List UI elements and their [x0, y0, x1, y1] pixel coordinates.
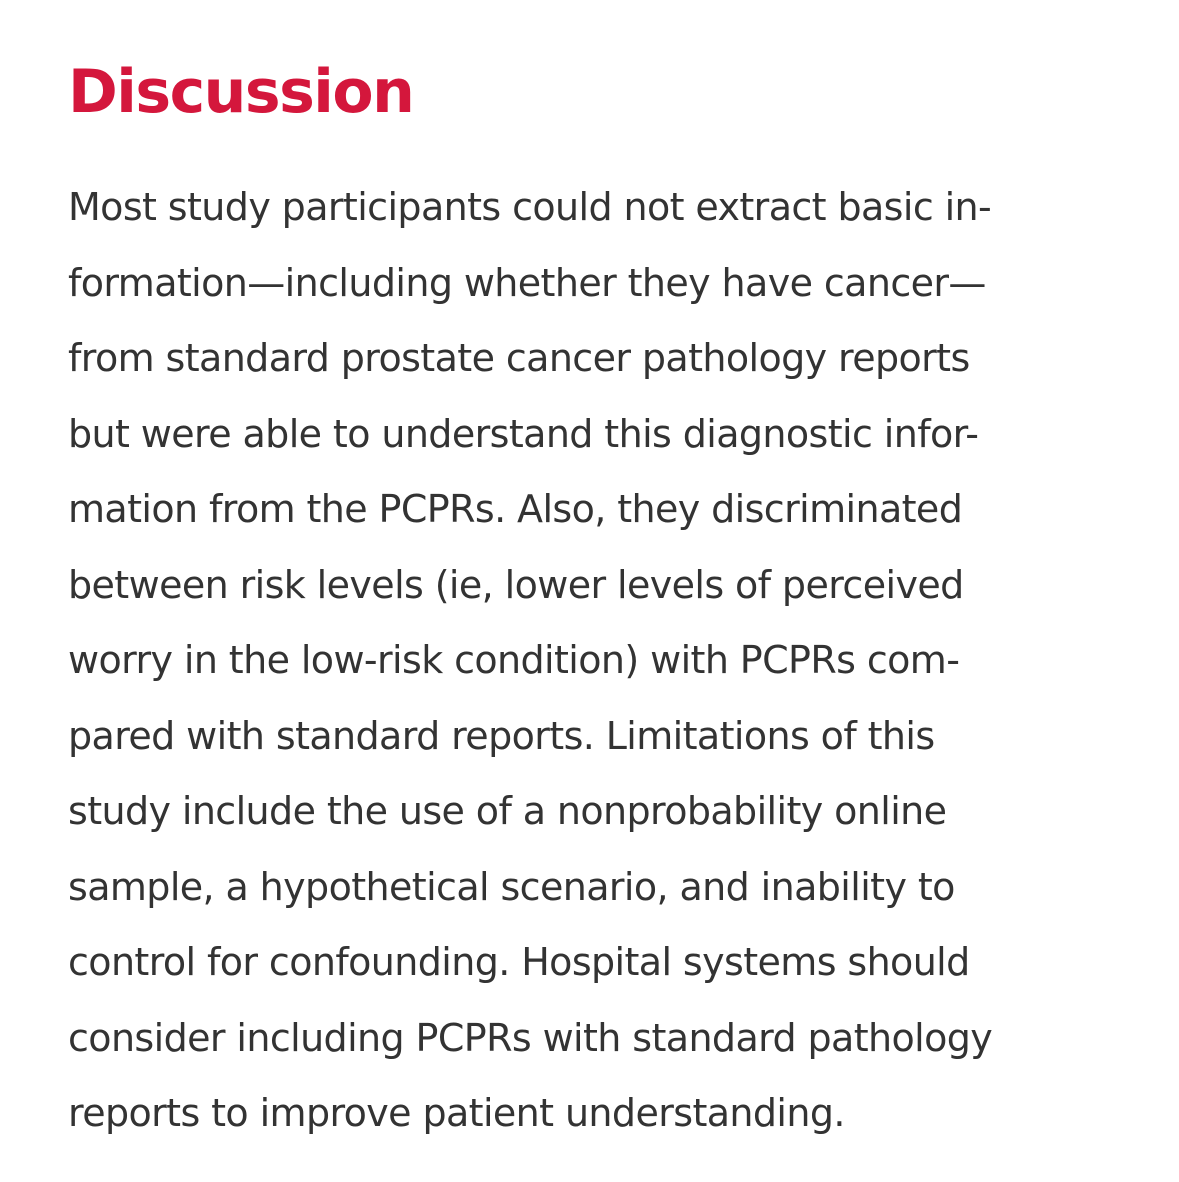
section-heading: Discussion: [68, 57, 414, 127]
paragraph-line: but were able to understand this diagnostic infor-: [68, 411, 979, 456]
paragraph-line: from standard prostate cancer pathology reports: [68, 336, 970, 380]
paragraph-line: study include the use of a nonprobability online: [68, 789, 947, 833]
paragraph-line: sample, a hypothetical scenario, and inability to: [68, 864, 955, 909]
paragraph-line: pared with standard reports. Limitations of this: [68, 713, 935, 758]
paragraph-line: worry in the low-risk condition) with PCPRs com-: [68, 638, 960, 682]
paragraph-line: Most study participants could not extract basic in-: [68, 185, 992, 229]
paragraph-line: control for confounding. Hospital systems should: [68, 940, 970, 984]
discussion-paragraph: [68, 170, 992, 1152]
paragraph-line: formation—including whether they have cancer—: [68, 260, 986, 305]
paragraph-line: reports to improve patient understanding.: [68, 1091, 845, 1135]
paragraph-line: consider including PCPRs with standard pathology: [68, 1015, 993, 1060]
paragraph-line: mation from the PCPRs. Also, they discriminated: [68, 487, 963, 531]
paragraph-line: between risk levels (ie, lower levels of perceived: [68, 562, 964, 607]
